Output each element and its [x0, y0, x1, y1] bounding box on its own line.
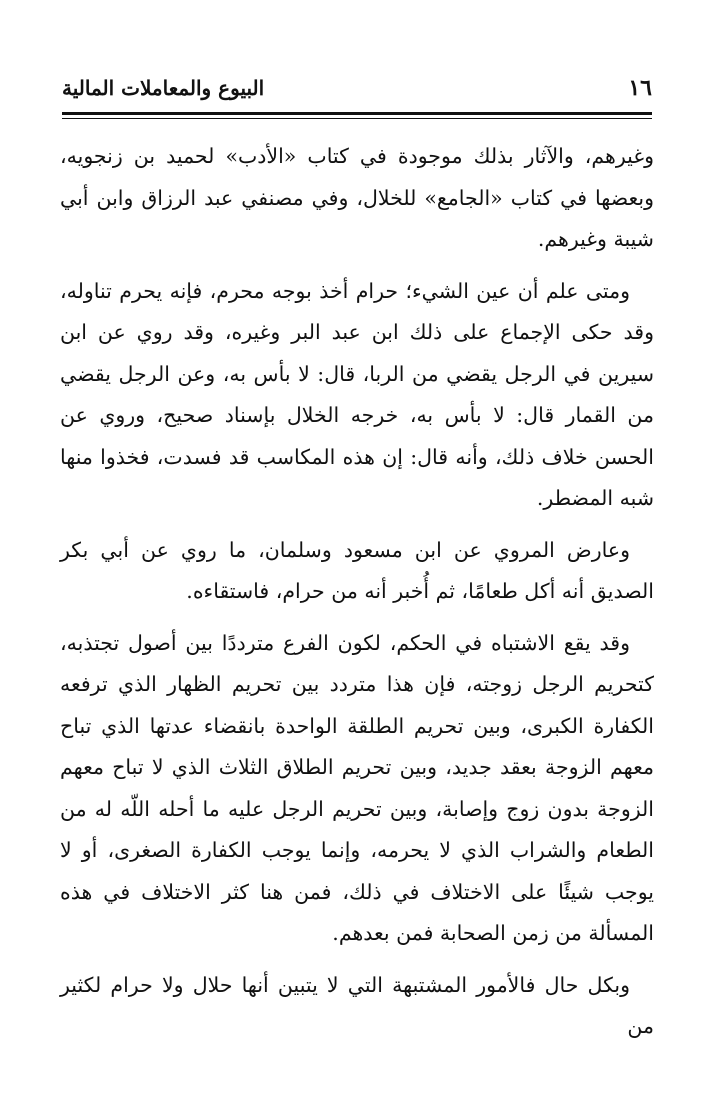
- header-rule-thick: [62, 112, 652, 115]
- paragraph: ومتى علم أن عين الشيء؛ حرام أخذ بوجه محرم، فإنه يحرم تناوله، وقد حكى الإجماع على ذلك ابن عبد البر وغيره، وقد روي عن ابن سيرين في الرجل يقضي من الربا، قال: لا بأس به، وعن الرجل يقضي من القمار قال: لا بأس به، خرجه الخلال بإسناد صحيح، وروي عن الحسن خلاف ذلك، وأنه قال: إن هذه المكاسب قد فسدت، فخذوا منها شبه المضطر.: [60, 278, 654, 510]
- paragraph: وبكل حال فالأمور المشتبهة التي لا يتبين أنها حلال ولا حرام لكثير من: [60, 972, 654, 1038]
- page-number: ١٦: [628, 75, 652, 101]
- header-rule-thin: [62, 118, 652, 119]
- paragraph: وغيرهم، والآثار بذلك موجودة في كتاب «الأدب» لحميد بن زنجويه، وبعضها في كتاب «الجامع» للخلال، وفي مصنفي عبد الرزاق وابن أبي شيبة وغيرهم.: [60, 144, 654, 251]
- running-title: البيوع والمعاملات المالية: [62, 76, 265, 100]
- page-header: [62, 74, 652, 104]
- paragraph: وعارض المروي عن ابن مسعود وسلمان، ما روي عن أبي بكر الصديق أنه أكل طعامًا، ثم أُخبر أنه من حرام، فاستقاءه.: [60, 537, 654, 603]
- body-text: [60, 136, 654, 1058]
- paragraph: وقد يقع الاشتباه في الحكم، لكون الفرع مترددًا بين أصول تجتذبه، كتحريم الرجل زوجته، فإن هذا متردد بين تحريم الظهار الذي ترفعه الكفارة الكبرى، وبين تحريم الطلقة الواحدة بانقضاء عدتها الذي تباح معهم الزوجة بعقد جديد، وبين تحريم الطلاق الثلاث الذي لا تباح معهم الزوجة بدون زوج وإصابة، وبين تحريم الرجل عليه ما أحله اللّه له من الطعام والشراب الذي لا يحرمه، وإنما يوجب الكفارة الصغرى، أو لا يوجب شيئًا على الاختلاف في ذلك، فمن هنا كثر الاختلاف في هذه المسألة من زمن الصحابة فمن بعدهم.: [60, 630, 654, 945]
